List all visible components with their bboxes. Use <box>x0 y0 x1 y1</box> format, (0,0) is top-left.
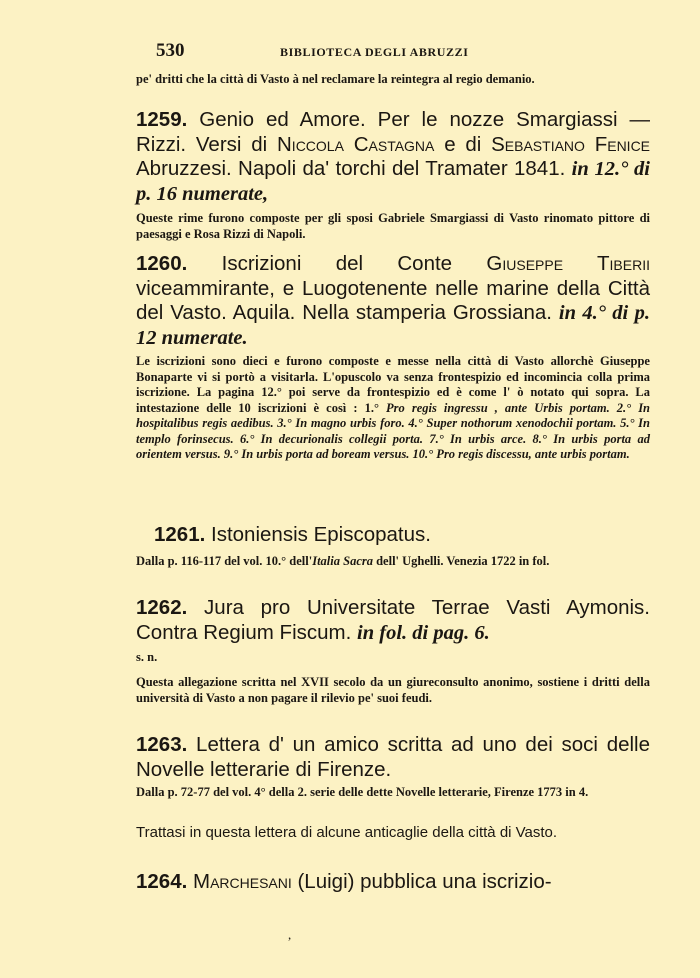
entry-text: (Luigi) pubblica una iscrizio- <box>297 870 552 893</box>
entry-text: Iscrizioni del Conte <box>221 252 453 275</box>
entry-1260 <box>136 252 650 350</box>
entry-number: 1259. <box>136 108 188 131</box>
entry-title: Genio ed Amore. Per le nozze Smargiassi — Rizzi. Versi di <box>136 108 650 156</box>
entry-format: in 12.° di p. 16 numerate, <box>136 158 650 205</box>
entry-1259 <box>136 108 650 206</box>
entry-number: 1264. <box>136 870 188 893</box>
entry-text: e di <box>444 132 482 156</box>
entry-note: Questa allegazione scritta nel XVII secolo da un giureconsulto anonimo, sostiene i dritti della università di Vasto a non pagare il rilevio pe' suoi feudi. <box>136 675 650 705</box>
note-text: dell' Ughelli. Venezia 1722 in fol. <box>376 554 550 568</box>
entry-text: viceammirante, e Luogotenente nelle marine della Città del Vasto. Aquila. Nella stamperia Grossiana. <box>136 276 650 324</box>
entry-note <box>136 554 650 570</box>
entry-note: Dalla p. 72-77 del vol. 4° della 2. serie delle dette Novelle letterarie, Firenze 1773 in 4. <box>136 785 589 799</box>
entry-format: in 4.° di p. 12 numerate. <box>136 302 650 349</box>
entry-note: Queste rime furono composte per gli sposi Gabriele Smargiassi di Vasto rinomato pittore di paesaggi e Rosa Rizzi di Napoli. <box>136 211 650 241</box>
entry-text: Abruzzesi. Napoli da' torchi del Tramater 1841. <box>136 157 566 180</box>
page-number: 530 <box>156 40 185 61</box>
entry-number: 1260. <box>136 252 188 275</box>
author-name: Niccola Castagna <box>277 132 435 156</box>
entry-title: Jura pro Universitate Terrae Vasti Aymonis. Contra Regium Fiscum. <box>136 596 651 644</box>
author-name: Giuseppe Tiberii <box>486 252 650 275</box>
running-title: BIBLIOTECA DEGLI ABRUZZI <box>280 45 469 59</box>
note-text: Dalla p. 116-117 del vol. 10.° dell' <box>136 554 313 568</box>
entry-title: Istoniensis Episcopatus. <box>211 523 431 546</box>
entry-number: 1261. <box>154 523 206 546</box>
continuation-fragment: pe' dritti che la città di Vasto à nel reclamare la reintegra al regio demanio. <box>136 72 535 86</box>
note-italic: Italia Sacra <box>312 554 373 568</box>
entry-title: Lettera d' un amico scritta ad uno dei soci delle Novelle letterarie di Firenze. <box>136 733 651 781</box>
entry-1263 <box>136 733 650 782</box>
entry-number: 1263. <box>136 733 188 756</box>
entry-number: 1262. <box>136 596 188 619</box>
entry-note: Trattasi in questa lettera di alcune anticaglie della città di Vasto. <box>136 824 558 841</box>
note-italic: Pro regis ingressu , ante Urbis portam. 2.° In hospitalibus regis aedibus. 3.° In magno urbis foro. 4.° Super nothorum xenodochii portam. 5.° In templo forinsecus. 6.° In decurionalis collegii porta. 7.° In urbis arce. 8.° In urbis porta ad orientem versus. 9.° In urbis porta ad boream versus. 10.° Pro regis discessu, ante urbis portam. <box>136 400 651 461</box>
entry-note <box>136 354 650 463</box>
author-name: Marchesani <box>193 870 292 893</box>
entry-format: in fol. di pag. 6. <box>357 621 490 644</box>
footer-mark: , <box>288 927 292 942</box>
note-text: Le iscrizioni sono dieci e furono composte e messe nella città di Vasto allorchè Giuseppe Bonaparte vi si portò a visitarla. L'opuscolo va senza frontespizio ed incomincia colla prima iscrizione. La pagina 12.° poi serve da frontespizio ed è come l' ò notato qui sopra. La intestazione delle 10 iscrizioni è così : 1.° <box>136 354 650 415</box>
author-name: Sebastiano Fenice <box>491 132 651 156</box>
page-header <box>156 40 650 64</box>
entry-1261 <box>154 523 650 548</box>
entry-extra: s. n. <box>136 650 158 664</box>
entry-1262 <box>136 596 650 645</box>
entry-1264 <box>136 870 650 895</box>
